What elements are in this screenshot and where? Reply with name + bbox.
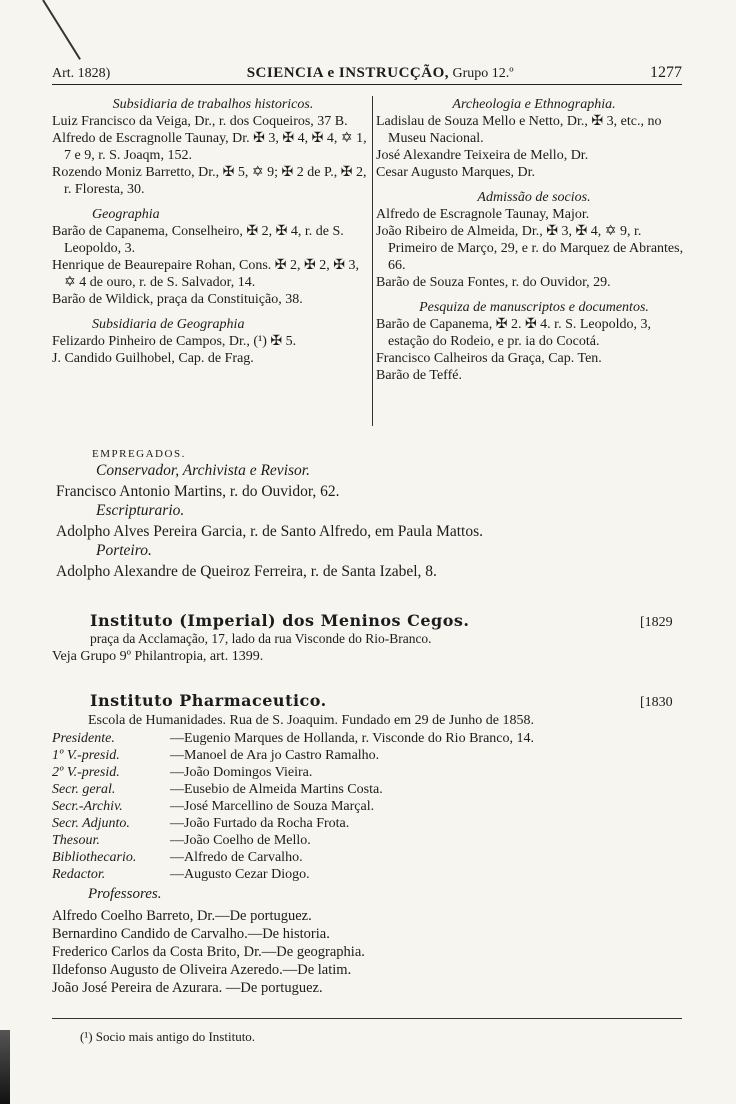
header-section [247, 65, 514, 82]
officer-row [52, 781, 692, 798]
officer-title: Secr.-Archiv. [52, 799, 123, 814]
officer-name: —Eusebio de Almeida Martins Costa. [170, 782, 383, 797]
header-section-title: SCIENCIA e INSTRUCÇÃO, [246, 65, 449, 81]
officer-row [52, 730, 692, 747]
professor-entry: Ildefonso Augusto de Oliveira Azeredo.—De latim. [52, 962, 352, 978]
officer-row [52, 798, 692, 815]
member-entry: Luiz Francisco da Veiga, Dr., r. dos Coqueiros, 37 B. [52, 114, 348, 129]
member-entry: Felizardo Pinheiro de Campos, Dr., (¹) ✠ 5. [52, 334, 297, 349]
officer-title: Secr. Adjunto. [52, 816, 130, 831]
member-entry: Barão de Teffé. [376, 368, 462, 383]
subsection-heading: Archeologia e Ethnographia. [452, 97, 616, 112]
officer-row [52, 747, 692, 764]
officer-title: 1º V.-presid. [52, 748, 120, 763]
officer-title: Presidente. [52, 731, 115, 746]
officer-row [52, 866, 692, 883]
officer-row [52, 832, 692, 849]
member-entry: Barão de Souza Fontes, r. do Ouvidor, 29. [376, 275, 611, 290]
empregados-heading: EMPREGADOS. [92, 448, 186, 460]
subsection-heading: Subsidiaria de trabalhos historicos. [112, 97, 314, 112]
officer-title: 2º V.-presid. [52, 765, 120, 780]
role-title: Conservador, Archivista e Revisor. [96, 462, 310, 479]
professor-entry: João José Pereira de Azurara. —De portuguez. [52, 980, 323, 996]
role-title: Porteiro. [96, 542, 152, 559]
officer-name: —Alfredo de Carvalho. [170, 850, 303, 865]
left-column [52, 96, 374, 367]
member-entry: Henrique de Beaurepaire Rohan, Cons. ✠ 2, ✠ 2, ✠ 3, ✡ 4 de ouro, r. de S. Salvador, 14. [52, 258, 359, 290]
officer-title: Bibliothecario. [52, 850, 137, 865]
officer-title: Thesour. [52, 833, 100, 848]
officer-title: Redactor. [52, 867, 106, 882]
professor-entry: Bernardino Candido de Carvalho.—De historia. [52, 926, 330, 942]
institution-address: praça da Acclamação, 17, lado da rua Visconde do Rio-Branco. [90, 631, 432, 646]
officer-title: Secr. geral. [52, 782, 116, 797]
entry-number: [1829 [640, 615, 673, 630]
header-article: Art. 1828) [52, 66, 111, 81]
margin-stroke [42, 0, 81, 60]
institution-title: Instituto Pharmaceutico. [90, 691, 327, 710]
member-entry: Barão de Capanema, ✠ 2. ✠ 4. r. S. Leopoldo, 3, estação do Rodeio, e pr. ia do Cocotá. [376, 317, 652, 349]
cross-reference: Veja Grupo 9º Philantropia, art. 1399. [52, 649, 264, 664]
member-entry: João Ribeiro de Almeida, Dr., ✠ 3, ✠ 4, ✡ 9, r. Primeiro de Março, 29, e r. do Marquez de Abrantes, 66. [376, 224, 684, 273]
officer-row [52, 849, 692, 866]
member-entry: Ladislau de Souza Mello e Netto, Dr., ✠ 3, etc., no Museu Nacional. [376, 114, 662, 146]
professor-entry: Alfredo Coelho Barreto, Dr.—De portuguez. [52, 908, 312, 924]
employee-name: Adolpho Alexandre de Queiroz Ferreira, r. de Santa Izabel, 8. [56, 563, 437, 580]
officer-name: —Manoel de Ara jo Castro Ramalho. [170, 748, 380, 763]
officer-name: —José Marcellino de Souza Marçal. [170, 799, 375, 814]
two-column-section [52, 96, 692, 436]
footnote: (¹) Socio mais antigo do Instituto. [80, 1029, 256, 1044]
member-entry: Rozendo Moniz Barretto, Dr., ✠ 5, ✡ 9; ✠ 2 de P., ✠ 2, r. Floresta, 30. [52, 165, 367, 197]
officer-name: —João Furtado da Rocha Frota. [170, 816, 350, 831]
member-entry: Barão de Wildick, praça da Constituição, 38. [52, 292, 303, 307]
page-edge-shadow [0, 1030, 10, 1104]
professor-entry: Frederico Carlos da Costa Brito, Dr.—De geographia. [52, 944, 365, 960]
subsection-heading: Geographia [92, 207, 160, 222]
footnote-rule [52, 1018, 682, 1019]
header-group: Grupo 12.º [452, 66, 514, 81]
employee-name: Francisco Antonio Martins, r. do Ouvidor, 62. [56, 483, 340, 500]
professors-heading: Professores. [88, 886, 162, 902]
officer-name: —Eugenio Marques de Hollanda, r. Visconde do Rio Branco, 14. [170, 731, 534, 746]
page-header [52, 64, 682, 85]
member-entry: Barão de Capanema, Conselheiro, ✠ 2, ✠ 4, r. de S. Leopoldo, 3. [52, 224, 344, 256]
officer-name: —Augusto Cezar Diogo. [170, 867, 310, 882]
page-number: 1277 [649, 64, 682, 81]
officer-name: —João Domingos Vieira. [170, 765, 313, 780]
member-entry: Alfredo de Escragnole Taunay, Major. [376, 207, 590, 222]
member-entry: Alfredo de Escragnolle Taunay, Dr. ✠ 3, ✠ 4, ✠ 4, ✡ 1, 7 e 9, r. S. Joaqm, 152. [52, 131, 367, 163]
officer-row [52, 815, 692, 832]
member-entry: Francisco Calheiros da Graça, Cap. Ten. [376, 351, 602, 366]
officer-name: —João Coelho de Mello. [170, 833, 311, 848]
entry-number: [1830 [640, 695, 673, 710]
officer-row [52, 764, 692, 781]
employee-name: Adolpho Alves Pereira Garcia, r. de Santo Alfredo, em Paula Mattos. [56, 523, 484, 540]
column-divider [372, 96, 373, 426]
subsection-heading: Subsidiaria de Geographia [92, 317, 245, 332]
member-entry: José Alexandre Teixeira de Mello, Dr. [376, 148, 589, 163]
institution-title: Instituto (Imperial) dos Meninos Cegos. [90, 611, 470, 630]
subsection-heading: Pesquiza de manuscriptos e documentos. [419, 300, 649, 315]
member-entry: Cesar Augusto Marques, Dr. [376, 165, 536, 180]
subsection-heading: Admissão de socios. [477, 190, 591, 205]
right-column [376, 96, 692, 384]
member-entry: J. Candido Guilhobel, Cap. de Frag. [52, 351, 254, 366]
role-title: Escripturario. [96, 502, 185, 519]
institution-description: Escola de Humanidades. Rua de S. Joaquim. Fundado em 29 de Junho de 1858. [88, 713, 534, 728]
